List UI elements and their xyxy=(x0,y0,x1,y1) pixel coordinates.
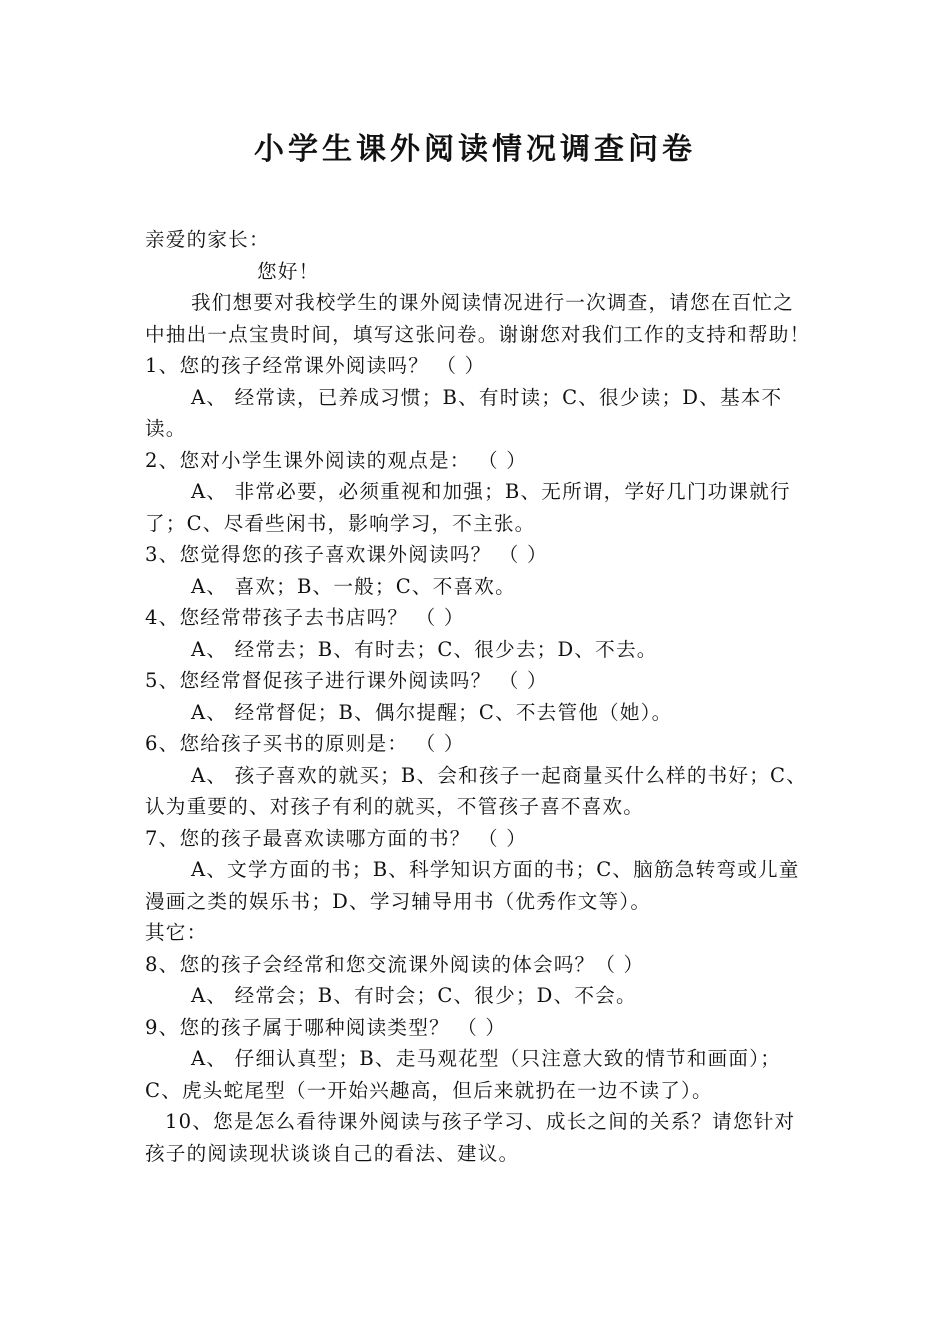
question-8: 8、您的孩子会经常和您交流课外阅读的体会吗？（ ） xyxy=(145,952,645,976)
intro-paragraph: 我们想要对我校学生的课外阅读情况进行一次调查，请您在百忙之中抽出一点宝贵时间，填写这张问卷。谢谢您对我们工作的支持和帮助！ xyxy=(145,291,811,346)
question-10: 10、您是怎么看待课外阅读与孩子学习、成长之间的关系？请您针对孩子的阅读现状谈谈自己的看法、建议。 xyxy=(145,1110,796,1165)
page-title: 小学生课外阅读情况调查问卷 xyxy=(254,132,696,167)
question-7-options: A、文学方面的书；B、科学知识方面的书；C、脑筋急转弯或儿童漫画之类的娱乐书；D、学习辅导用书（优秀作文等）。 xyxy=(145,858,800,913)
question-3: 3、您觉得您的孩子喜欢课外阅读吗？ （ ） xyxy=(145,543,548,566)
question-5-options: A、 经常督促；B、偶尔提醒；C、不去管他（她）。 xyxy=(191,700,673,724)
question-6-options: A、 孩子喜欢的就买；B、会和孩子一起商量买什么样的书好；C、认为重要的、对孩子有利的就买，不管孩子喜不喜欢。 xyxy=(145,763,807,818)
question-3-options: A、 喜欢；B、一般；C、不喜欢。 xyxy=(191,574,516,598)
question-2-options: A、 非常必要，必须重视和加强；B、无所谓，学好几门功课就行了；C、尽看些闲书，影响学习，不主张。 xyxy=(145,480,791,535)
salutation: 亲爱的家长： xyxy=(145,228,270,251)
question-8-options: A、 经常会；B、有时会；C、很少；D、不会。 xyxy=(191,984,637,1007)
question-2: 2、您对小学生课外阅读的观点是： （ ） xyxy=(145,448,528,472)
greeting: 您好！ xyxy=(257,259,320,283)
document-body xyxy=(145,224,813,1169)
question-1: 1、您的孩子经常课外阅读吗？ （ ） xyxy=(145,354,486,377)
question-9-options: A、 仔细认真型；B、走马观花型（只注意大致的情节和画面）；C、虎头蛇尾型（一开始兴趣高，但后来就扔在一边不读了）。 xyxy=(145,1047,782,1102)
question-5: 5、您经常督促孩子进行课外阅读吗？ （ ） xyxy=(145,669,548,692)
question-9: 9、您的孩子属于哪种阅读类型？ （ ） xyxy=(145,1015,507,1039)
question-4-options: A、 经常去；B、有时去；C、很少去；D、不去。 xyxy=(191,637,658,661)
question-1-options: A、 经常读，已养成习惯；B、有时读；C、很少读；D、基本不读。 xyxy=(145,385,783,440)
question-6: 6、您给孩子买书的原则是： （ ） xyxy=(145,732,465,755)
question-7-other: 其它： xyxy=(145,921,208,944)
question-4: 4、您经常带孩子去书店吗？ （ ） xyxy=(145,606,465,629)
question-7: 7、您的孩子最喜欢读哪方面的书？ （ ） xyxy=(145,826,528,850)
